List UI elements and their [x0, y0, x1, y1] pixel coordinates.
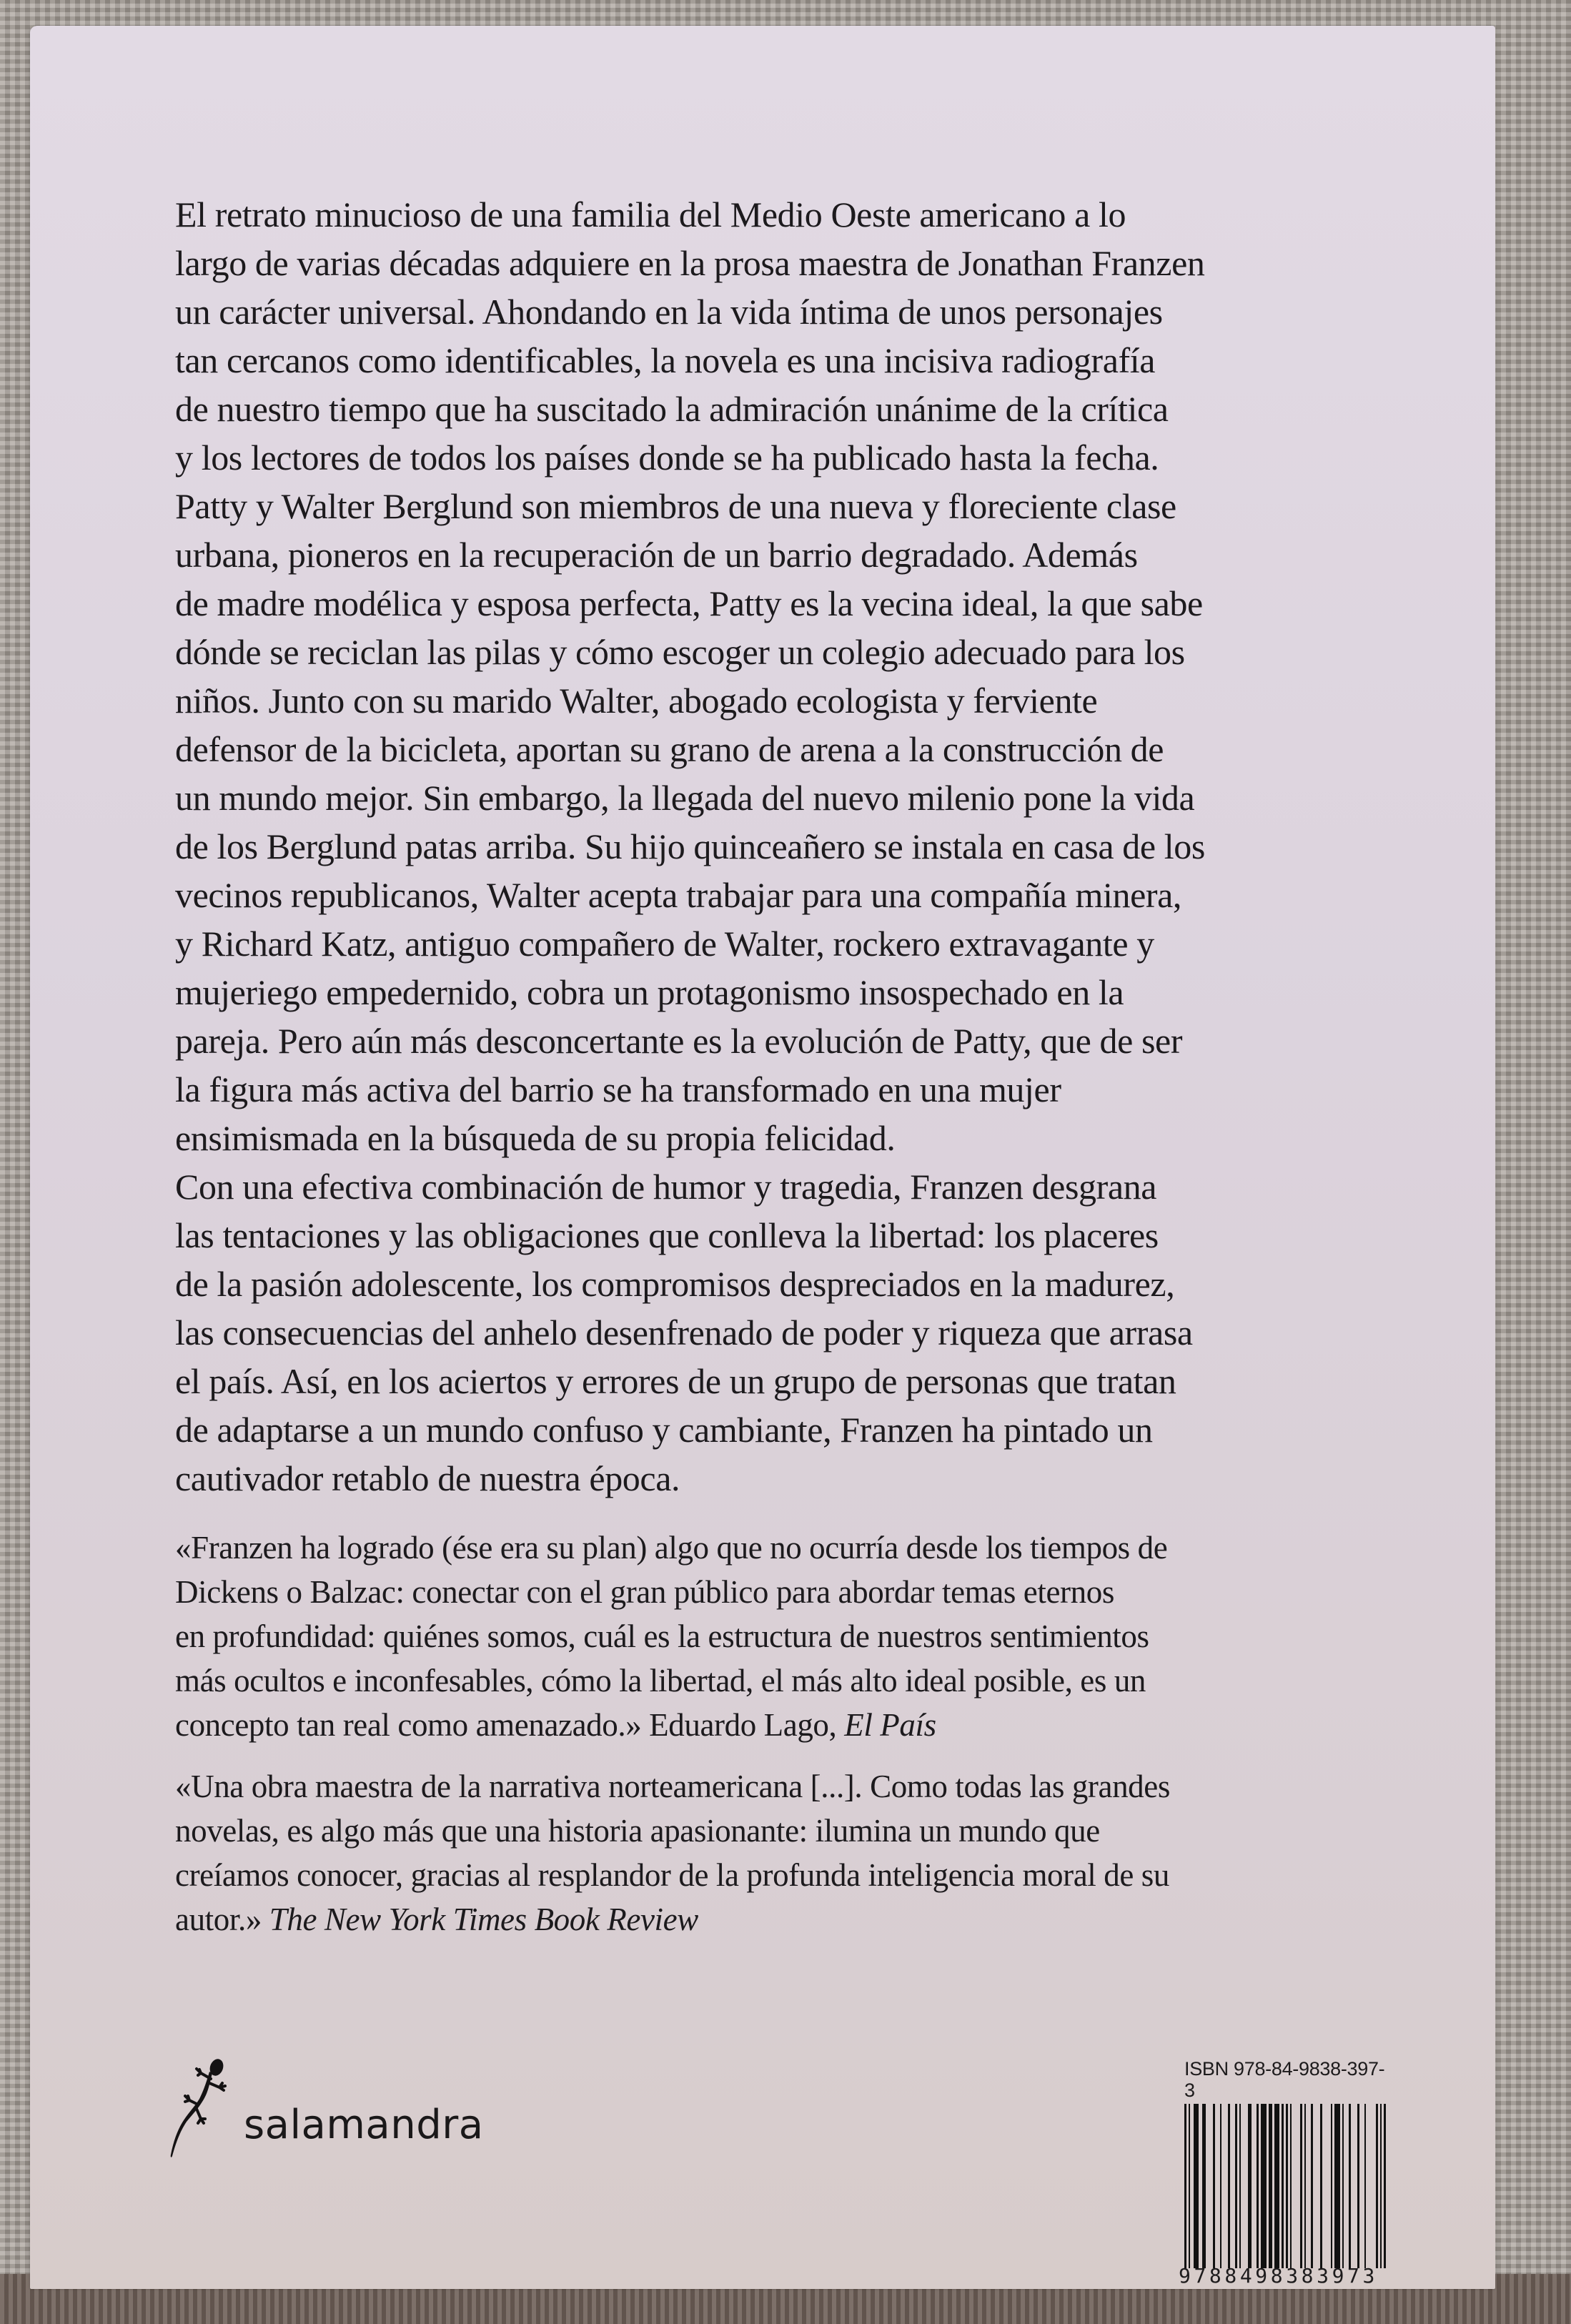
quote-line: en profundidad: quiénes somos, cuál es la estructura de nuestros sentimientos [175, 1618, 1149, 1654]
quote-text: autor.» [175, 1902, 269, 1937]
quote-line: Dickens o Balzac: conectar con el gran público para abordar temas eternos [175, 1574, 1114, 1610]
blurb-text-block [175, 190, 1433, 1942]
synopsis-line: niños. Junto con su marido Walter, abogado ecologista y ferviente [175, 681, 1098, 721]
quote-line: «Una obra maestra de la narrativa norteamericana [...]. Como todas las grandes [175, 1769, 1170, 1804]
review-quote-el-pais [175, 1526, 1433, 1747]
synopsis-line: tan cercanos como identificables, la novela es una incisiva radiografía [175, 340, 1156, 380]
synopsis-line: cautivador retablo de nuestra época. [175, 1458, 680, 1498]
publisher-name: salamandra [244, 2102, 484, 2148]
synopsis-line: las tentaciones y las obligaciones que conlleva la libertad: los placeres [175, 1215, 1159, 1255]
isbn-label: ISBN 978-84-9838-397-3 [1184, 2058, 1385, 2101]
synopsis-line: mujeriego empedernido, cobra un protagonismo insospechado en la [175, 972, 1124, 1012]
quote-line [175, 1897, 1433, 1942]
synopsis-line: de madre modélica y esposa perfecta, Patty es la vecina ideal, la que sabe [175, 583, 1203, 623]
quote-line: más ocultos e inconfesables, cómo la libertad, el más alto ideal posible, es un [175, 1663, 1146, 1699]
synopsis-line: de nuestro tiempo que ha suscitado la admiración unánime de la crítica [175, 389, 1169, 429]
synopsis-line: un mundo mejor. Sin embargo, la llegada del nuevo milenio pone la vida [175, 778, 1195, 818]
synopsis-line: El retrato minucioso de una familia del Medio Oeste americano a lo [175, 194, 1126, 234]
synopsis-line: Patty y Walter Berglund son miembros de una nueva y floreciente clase [175, 486, 1176, 526]
salamander-icon [168, 2056, 239, 2167]
synopsis-line: y los lectores de todos los países donde se ha publicado hasta la fecha. [175, 437, 1159, 478]
synopsis-line: un carácter universal. Ahondando en la vida íntima de unos personajes [175, 292, 1163, 332]
synopsis [175, 190, 1433, 1503]
barcode-digits: 9788498383973 [1179, 2264, 1378, 2288]
synopsis-line: largo de varias décadas adquiere en la prosa maestra de Jonathan Franzen [175, 243, 1205, 283]
synopsis-line: Con una efectiva combinación de humor y tragedia, Franzen desgrana [175, 1167, 1157, 1207]
synopsis-line: las consecuencias del anhelo desenfrenado de poder y riqueza que arrasa [175, 1312, 1193, 1353]
quote-line: novelas, es algo más que una historia apasionante: ilumina un mundo que [175, 1813, 1100, 1849]
synopsis-line: la figura más activa del barrio se ha transformado en una mujer [175, 1069, 1061, 1109]
synopsis-line: defensor de la bicicleta, aportan su grano de arena a la construcción de [175, 729, 1164, 769]
quote-line [175, 1703, 1433, 1747]
synopsis-line: el país. Así, en los aciertos y errores de un grupo de personas que tratan [175, 1361, 1176, 1401]
quote-line: creíamos conocer, gracias al resplandor de la profunda inteligencia moral de su [175, 1857, 1169, 1893]
synopsis-line: de la pasión adolescente, los compromisos despreciados en la madurez, [175, 1264, 1175, 1304]
synopsis-line: ensimismada en la búsqueda de su propia felicidad. [175, 1118, 896, 1158]
synopsis-line: vecinos republicanos, Walter acepta trabajar para una compañía minera, [175, 875, 1182, 915]
quote-text: concepto tan real como amenazado.» Eduardo Lago, [175, 1707, 845, 1743]
isbn-barcode [1157, 2058, 1386, 2288]
synopsis-line: y Richard Katz, antiguo compañero de Walter, rockero extravagante y [175, 924, 1154, 964]
synopsis-line: urbana, pioneros en la recuperación de un barrio degradado. Además [175, 535, 1138, 575]
synopsis-line: de los Berglund patas arriba. Su hijo quinceañero se instala en casa de los [175, 826, 1205, 866]
quote-source: El País [844, 1707, 936, 1743]
synopsis-line: pareja. Pero aún más desconcertante es la evolución de Patty, que de ser [175, 1021, 1183, 1061]
quote-source: The New York Times Book Review [269, 1902, 698, 1937]
synopsis-line: dónde se reciclan las pilas y cómo escoger un colegio adecuado para los [175, 632, 1185, 672]
publisher-logo [168, 2056, 484, 2167]
quote-line: «Franzen ha logrado (ése era su plan) algo que no ocurría desde los tiempos de [175, 1530, 1168, 1566]
synopsis-line: de adaptarse a un mundo confuso y cambiante, Franzen ha pintado un [175, 1410, 1153, 1450]
barcode-bars [1184, 2104, 1386, 2268]
review-quote-nyt [175, 1764, 1433, 1942]
book-back-cover [30, 26, 1495, 2289]
